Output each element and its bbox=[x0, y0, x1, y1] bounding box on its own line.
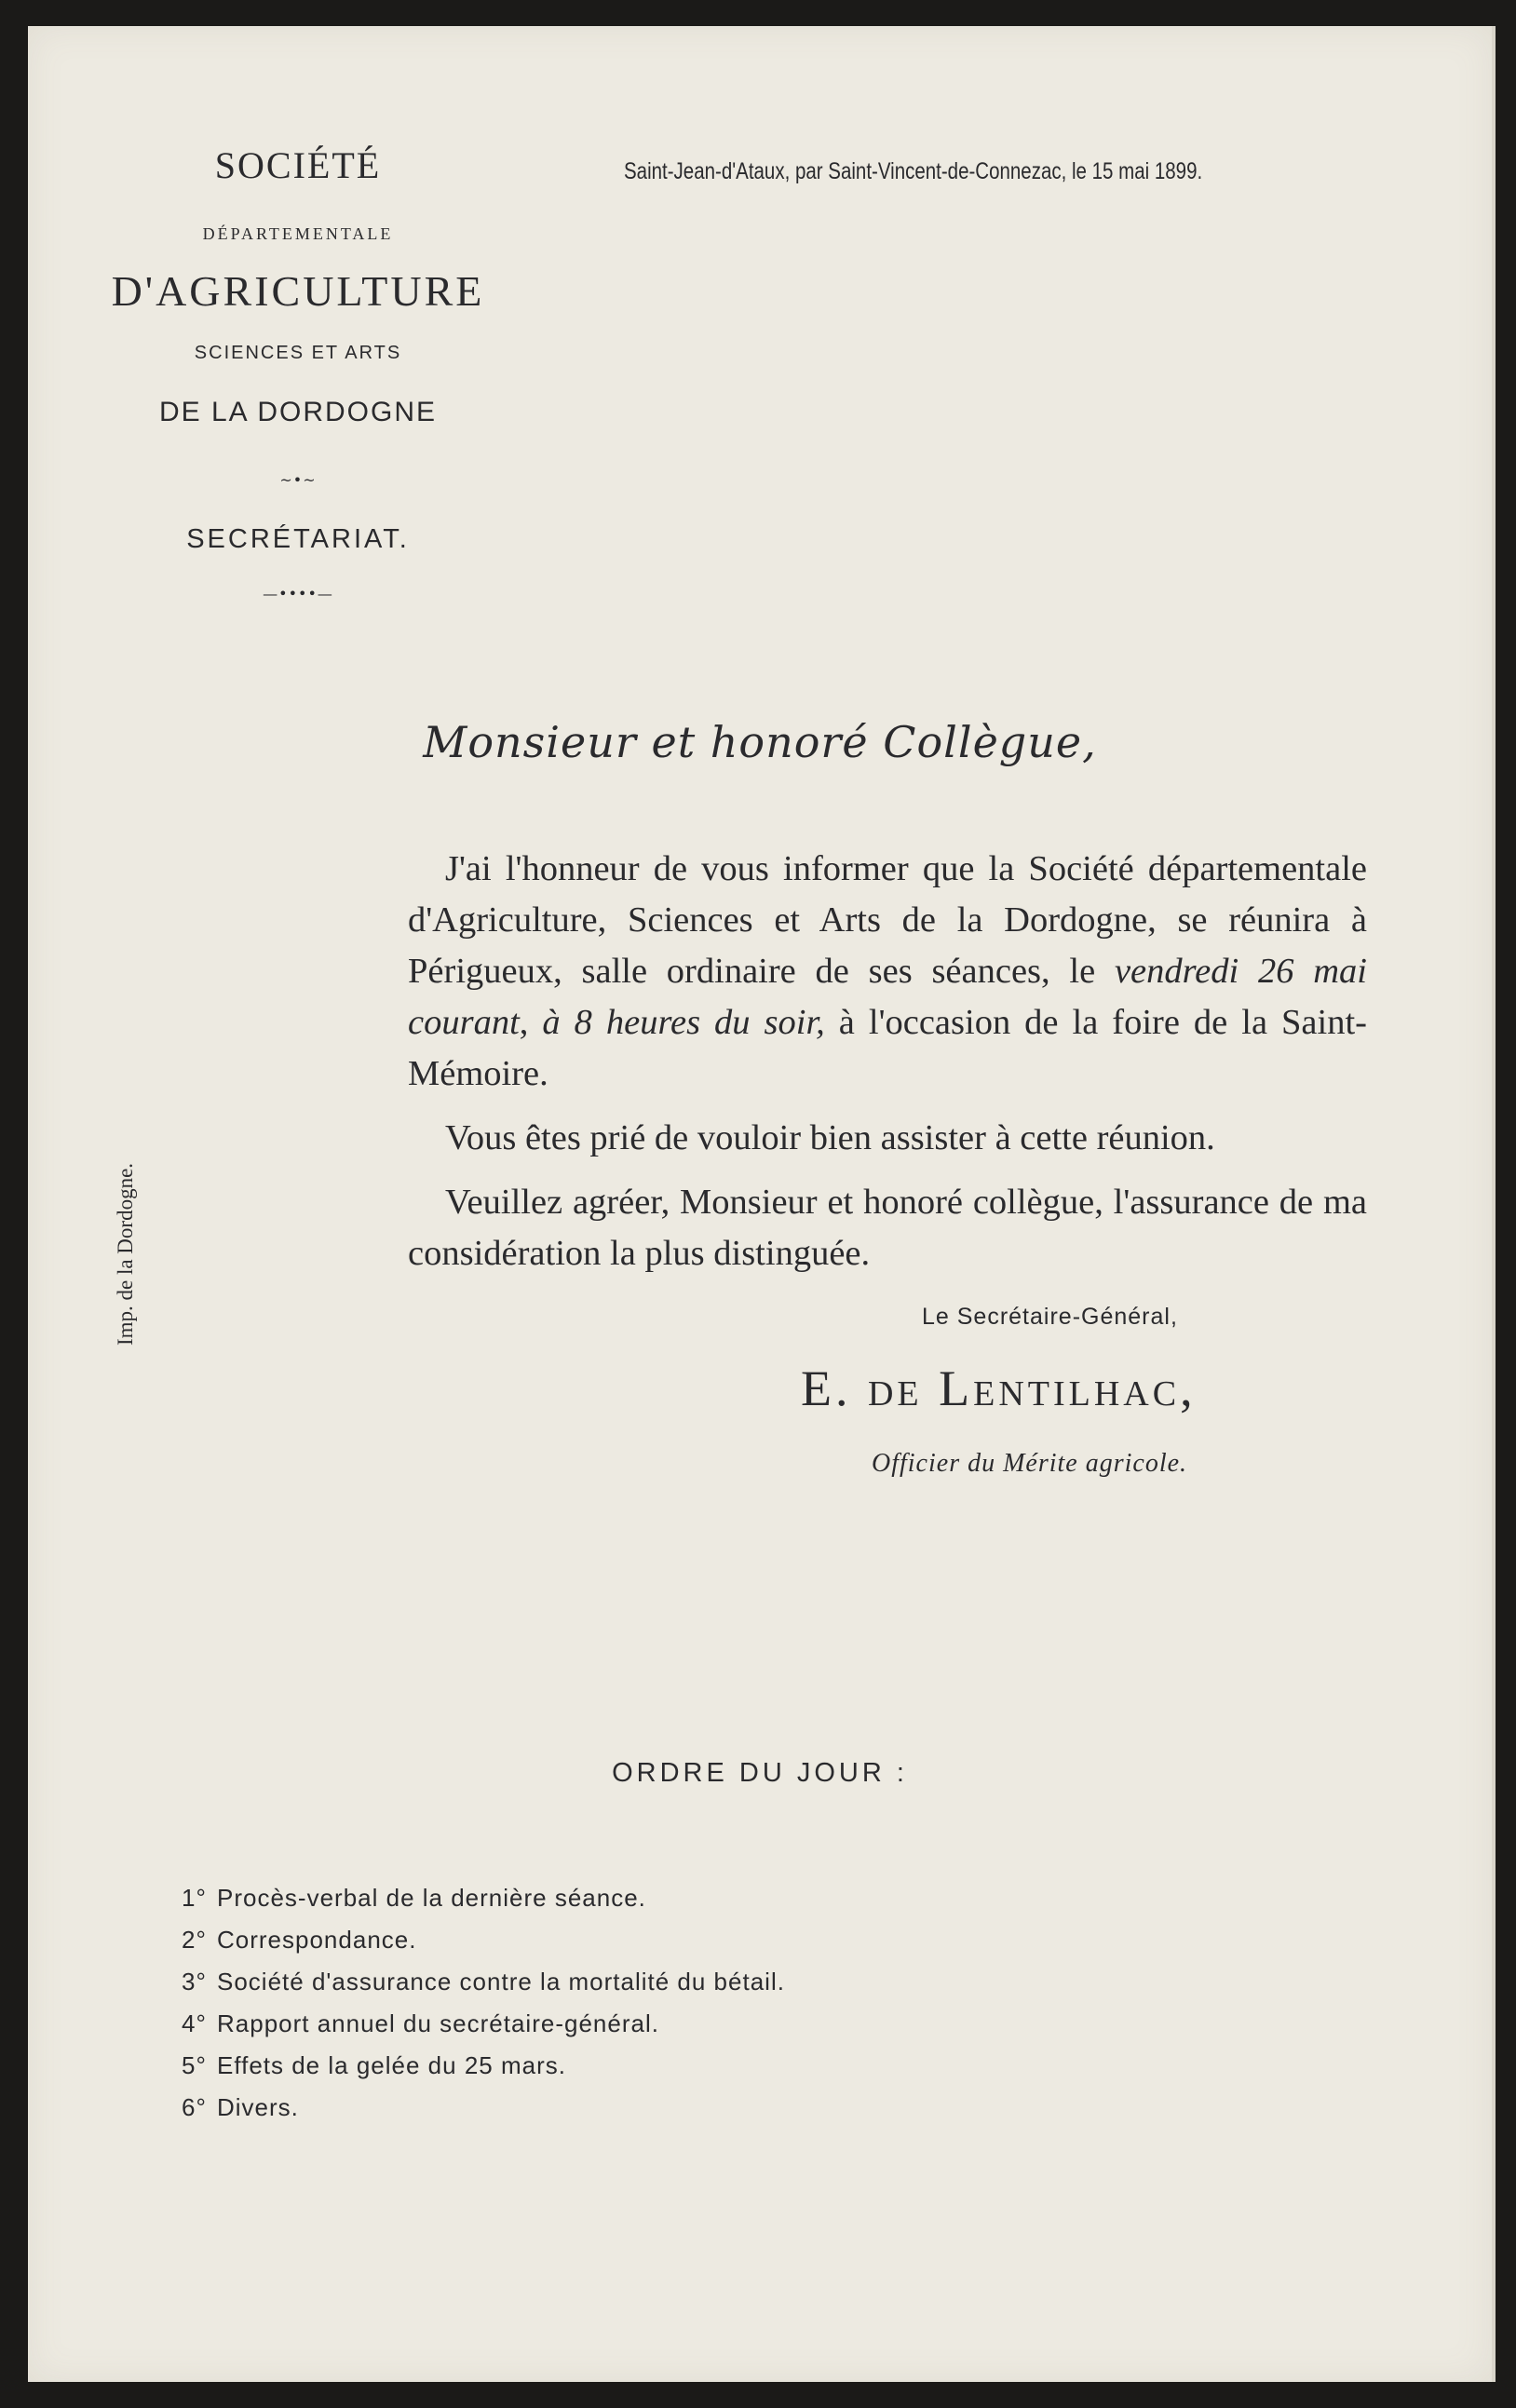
agenda-item-text: Rapport annuel du secrétaire-général. bbox=[217, 2009, 659, 2037]
agenda-item bbox=[182, 1877, 785, 1919]
letterhead-societe: SOCIÉTÉ bbox=[214, 144, 382, 186]
ornament-divider-icon: ~•~ bbox=[279, 471, 317, 489]
p1-start: J'ai l'honneur de vous informer que la Société départementale d'Agriculture, Sciences et Arts de la Dordogne, se réunira à Périgueux, salle ordinaire de ses séances, le bbox=[408, 849, 1367, 991]
agenda-item-number: 2° bbox=[182, 1926, 207, 1954]
agenda-item-text: Société d'assurance contre la mortalité du bétail. bbox=[217, 1968, 785, 1995]
agenda-item-number: 6° bbox=[182, 2093, 207, 2121]
letterhead-secretariat: SECRÉTARIAT. bbox=[186, 524, 410, 554]
agenda-item bbox=[182, 1919, 785, 1961]
p1-date: vendredi 26 mai courant bbox=[408, 952, 1367, 1042]
p1-end: à l'occasion de la foire de la Saint-Mémoire. bbox=[408, 1003, 1367, 1093]
agenda-item-number: 4° bbox=[182, 2009, 207, 2037]
agenda-item-text: Divers. bbox=[217, 2093, 299, 2121]
salutation: Monsieur et honoré Collègue, bbox=[423, 717, 1097, 767]
p1-time: à 8 heures du soir, bbox=[542, 1003, 825, 1042]
letterhead-agriculture: D'AGRICULTURE bbox=[111, 267, 485, 315]
letter-page bbox=[28, 26, 1496, 2382]
agenda-item-number: 5° bbox=[182, 2051, 207, 2079]
signature-title: Le Secrétaire-Général, bbox=[922, 1304, 1178, 1330]
body-paragraph-2: Vous êtes prié de vouloir bien assister à cette réunion. bbox=[445, 1118, 1215, 1157]
ornament-divider-icon: —••••— bbox=[263, 585, 333, 602]
p1-sep: , bbox=[519, 1003, 543, 1042]
agenda-title: ORDRE DU JOUR : bbox=[612, 1758, 908, 1788]
place-date-line: Saint-Jean-d'Ataux, par Saint-Vincent-de-Connezac, le 15 mai 1899. bbox=[624, 158, 1203, 184]
letter-body bbox=[408, 844, 1367, 1292]
signature-role: Officier du Mérite agricole. bbox=[872, 1449, 1188, 1478]
signature-name: E. de Lentilhac, bbox=[801, 1360, 1197, 1416]
letterhead-departementale: DÉPARTEMENTALE bbox=[202, 224, 394, 243]
agenda-item-number: 3° bbox=[182, 1968, 207, 1995]
agenda-item bbox=[182, 2045, 785, 2087]
body-paragraph-1 bbox=[408, 844, 1367, 1100]
printer-imprint: Imp. de la Dordogne. bbox=[114, 1162, 137, 1346]
letterhead-dordogne: DE LA DORDOGNE bbox=[158, 397, 438, 427]
agenda-item bbox=[182, 1961, 785, 2003]
agenda-item-text: Procès-verbal de la dernière séance. bbox=[217, 1884, 646, 1912]
agenda-item-text: Effets de la gelée du 25 mars. bbox=[217, 2051, 566, 2079]
body-paragraph-3: Veuillez agréer, Monsieur et honoré collègue, l'assurance de ma considération la plus distinguée. bbox=[408, 1183, 1367, 1273]
agenda-item-number: 1° bbox=[182, 1884, 207, 1912]
agenda-item bbox=[182, 2003, 785, 2045]
agenda-item bbox=[182, 2087, 785, 2129]
letterhead-sciences-arts: SCIENCES ET ARTS bbox=[194, 343, 402, 363]
agenda-list bbox=[182, 1877, 785, 2129]
agenda-item-text: Correspondance. bbox=[217, 1926, 417, 1954]
